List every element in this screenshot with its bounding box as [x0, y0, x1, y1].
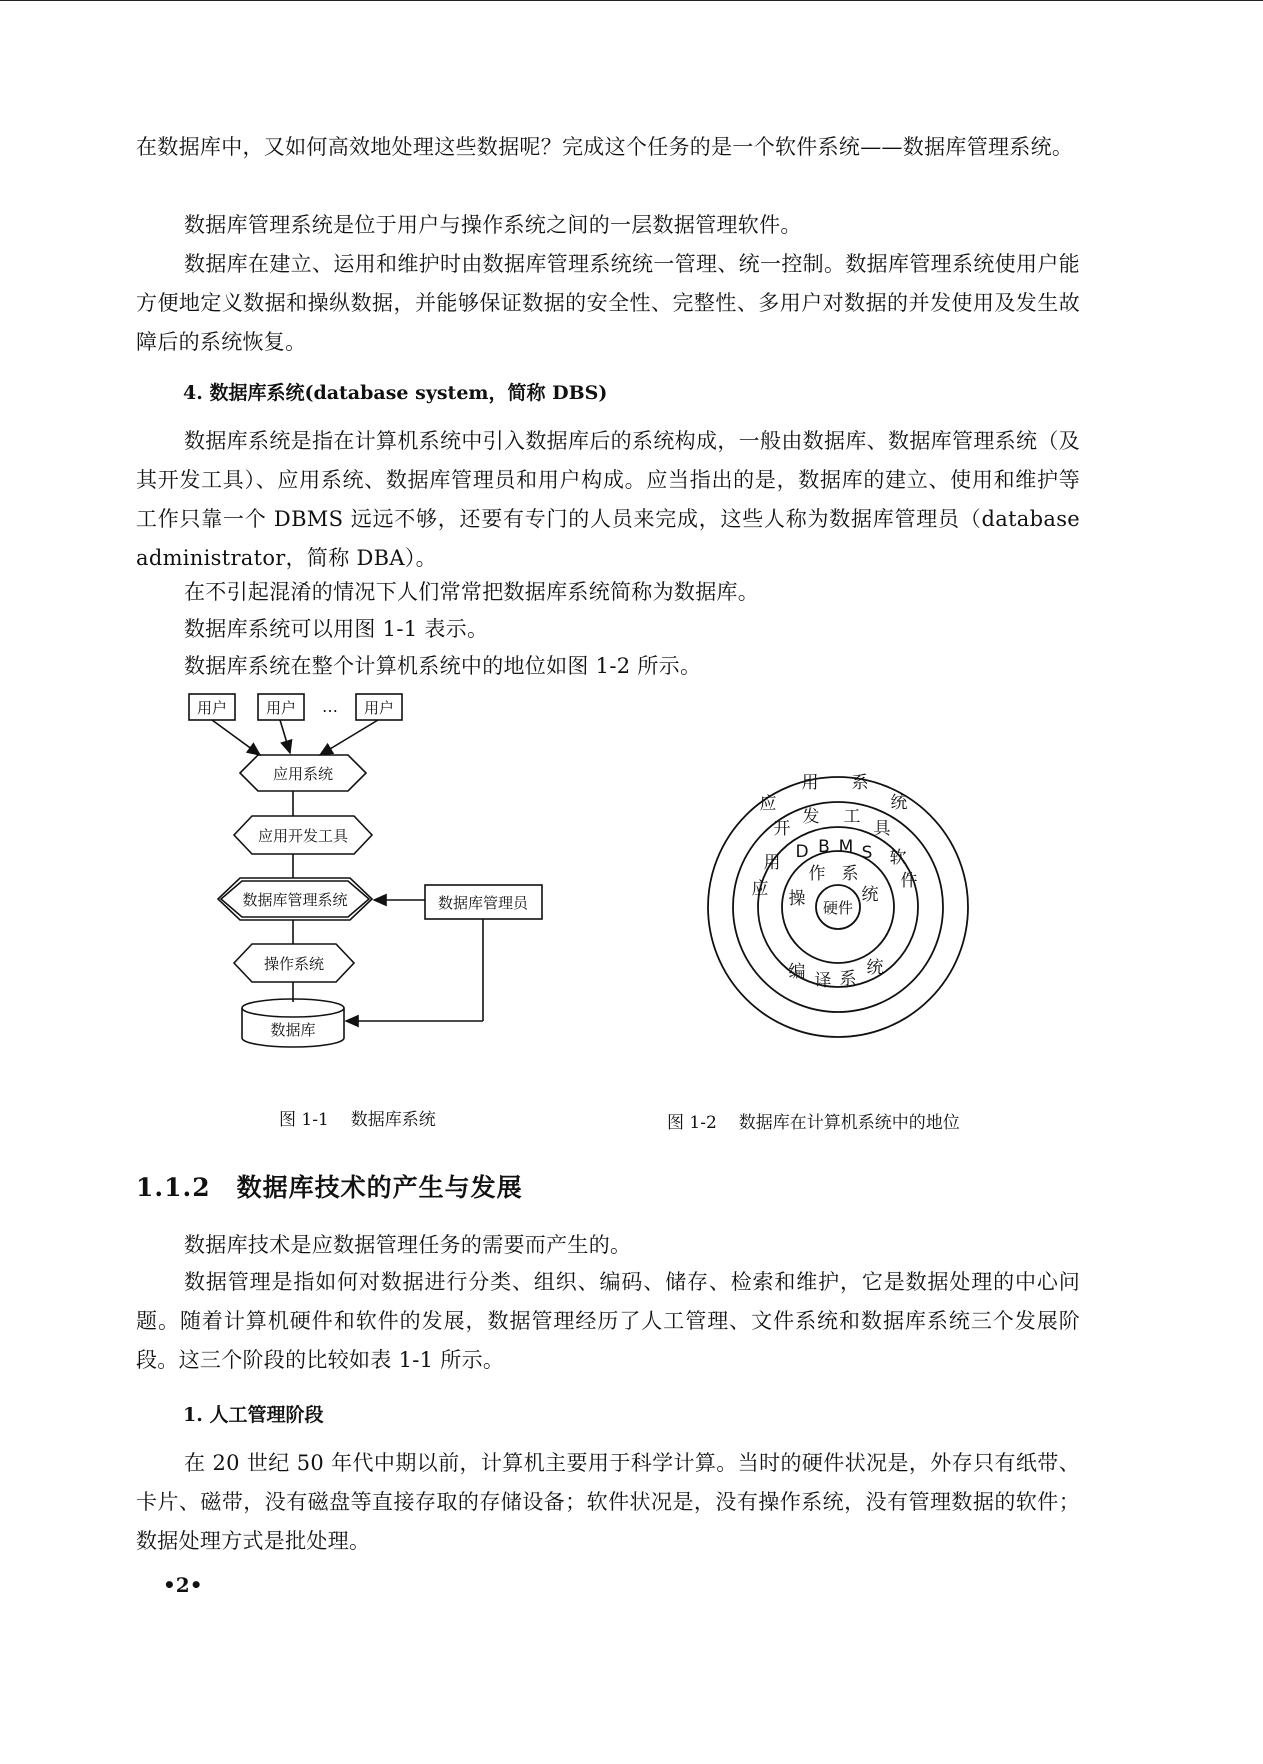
- figure-1-1-caption: [279, 1105, 436, 1130]
- paragraph: 数据库系统在整个计算机系统中的地位如图 1-2 所示。: [184, 654, 702, 678]
- dbms-label: 数据库管理系统: [242, 891, 348, 909]
- core-label: 硬件: [822, 899, 854, 917]
- ring-text: 用: [763, 853, 781, 873]
- paragraph: 在不引起混淆的情况下人们常常把数据库系统简称为数据库。: [184, 580, 760, 604]
- paragraph: 在 20 世纪 50 年代中期以前，计算机主要用于科学计算。当时的硬件状况是，外存只有纸带、卡片、磁带，没有磁盘等直接存取的存储设备；软件状况是，没有操作系统，没有管理数据的软件；数据处理方式是批处理。: [136, 1451, 1080, 1553]
- section-title: 数据库技术的产生与发展: [236, 1173, 523, 1202]
- ring-text: 工: [843, 807, 861, 827]
- ellipsis: …: [322, 697, 338, 716]
- database-label: 数据库: [270, 1021, 316, 1039]
- ring-text: B: [818, 837, 830, 857]
- subheading: 1. 人工管理阶段: [183, 1404, 324, 1426]
- subheading: 4. 数据库系统(database system，简称 DBS): [183, 382, 608, 404]
- ring-text: 统: [866, 958, 884, 978]
- user-label: 用户: [196, 699, 228, 717]
- caption-text: 数据库在计算机系统中的地位: [738, 1113, 960, 1133]
- ring-text: 操: [788, 889, 806, 909]
- paragraph: 在数据库中，又如何高效地处理这些数据呢？完成这个任务的是一个软件系统——数据库管理系统。: [136, 135, 1074, 159]
- ring-text: 编: [788, 962, 806, 982]
- ring-text: S: [861, 843, 873, 863]
- ring-text: 软: [889, 848, 907, 868]
- ring-text: 系: [851, 773, 869, 793]
- top-rule: [0, 0, 1263, 1]
- ring-text: 统: [890, 793, 908, 813]
- paragraph: 数据库技术是应数据管理任务的需要而产生的。: [184, 1233, 632, 1257]
- ring-text: 统: [861, 885, 879, 905]
- caption-text: 数据库系统: [350, 1110, 436, 1130]
- section-heading: [136, 1168, 523, 1204]
- app-system-label: 应用系统: [272, 765, 334, 783]
- user-label: 用户: [363, 699, 395, 717]
- ring-text: D: [795, 842, 809, 862]
- ring-text: 具: [873, 819, 891, 839]
- app-dev-tools-label: 应用开发工具: [257, 827, 349, 845]
- paragraph: 数据库系统是指在计算机系统中引入数据库后的系统构成，一般由数据库、数据库管理系统（及其开发工具）、应用系统、数据库管理员和用户构成。应当指出的是，数据库的建立、使用和维护等工作只靠一个 DBMS 远远不够，还要有专门的人员来完成，这些人称为数据库管理员（database administrator，简称 DBA）。: [136, 429, 1080, 570]
- ring-text: 用: [801, 773, 819, 793]
- user-label: 用户: [265, 699, 297, 717]
- ring-text: M: [838, 837, 854, 857]
- ring-text: 系: [841, 864, 859, 884]
- ring-text: 作: [808, 864, 826, 884]
- figure-1-2-caption: [667, 1108, 960, 1133]
- caption-number: 图 1-1: [279, 1110, 329, 1130]
- ring-text: 发: [802, 807, 820, 827]
- dba-label: 数据库管理员: [437, 894, 529, 912]
- section-number: 1.1.2: [136, 1173, 211, 1202]
- ring-text: 应: [759, 794, 777, 814]
- paragraph: 数据库管理系统是位于用户与操作系统之间的一层数据管理软件。: [184, 213, 802, 237]
- ring-text: 件: [900, 871, 918, 891]
- figure-1-2-diagram: [690, 760, 970, 1040]
- figure-1-1-diagram: [180, 690, 560, 1070]
- paragraph: 数据管理是指如何对数据进行分类、组织、编码、储存、检索和维护，它是数据处理的中心问题。随着计算机硬件和软件的发展，数据管理经历了人工管理、文件系统和数据库系统三个发展阶段。这三个阶段的比较如表 1-1 所示。: [136, 1270, 1080, 1372]
- ring-text: 应: [751, 879, 769, 899]
- os-label: 操作系统: [263, 955, 325, 973]
- caption-number: 图 1-2: [667, 1113, 717, 1133]
- page-number: •2•: [163, 1573, 203, 1597]
- ring-text: 系: [839, 969, 857, 989]
- ring-text: 译: [814, 971, 832, 991]
- paragraph: 数据库在建立、运用和维护时由数据库管理系统统一管理、统一控制。数据库管理系统使用户能方便地定义数据和操纵数据，并能够保证数据的安全性、完整性、多用户对数据的并发使用及发生故障后的系统恢复。: [136, 252, 1080, 354]
- paragraph: 数据库系统可以用图 1-1 表示。: [184, 617, 489, 641]
- ring-text: 开: [773, 819, 791, 839]
